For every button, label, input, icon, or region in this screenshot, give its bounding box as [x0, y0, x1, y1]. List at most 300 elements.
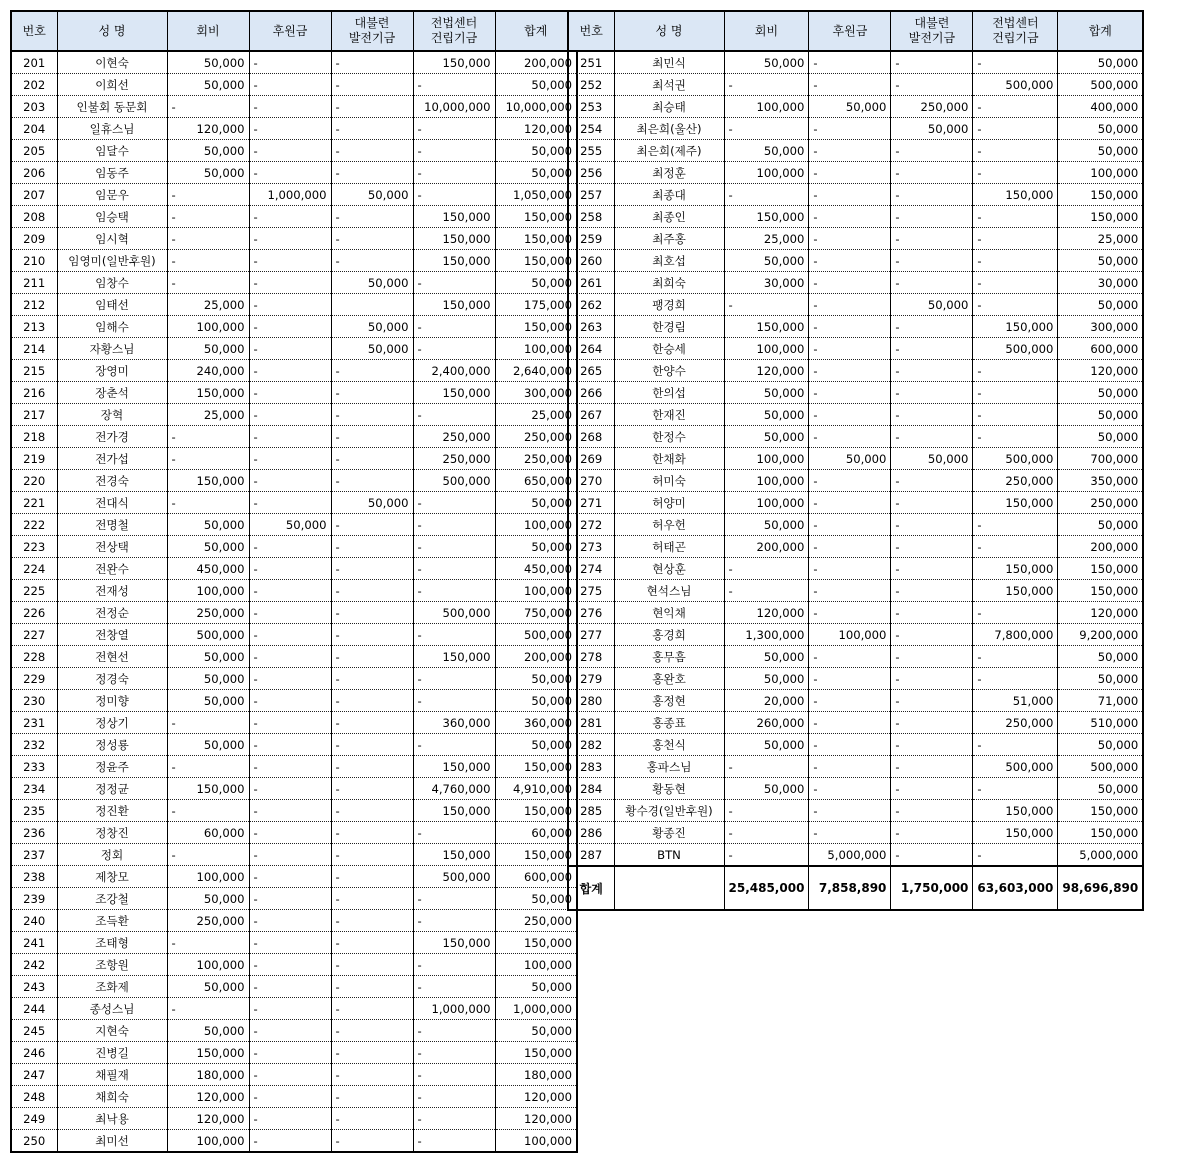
row-donation: -: [249, 426, 331, 448]
row-center-fund: 4,760,000: [413, 778, 495, 800]
row-center-fund: -: [973, 206, 1058, 228]
table-row: [568, 558, 1143, 580]
row-fee: -: [167, 206, 249, 228]
row-name: 허양미: [614, 492, 724, 514]
table-row: [11, 1108, 577, 1130]
row-name: 홍무흠: [614, 646, 724, 668]
row-dbr-fund: -: [891, 844, 973, 867]
row-no: 230: [11, 690, 57, 712]
row-name: 홍정현: [614, 690, 724, 712]
row-center-fund: -: [413, 492, 495, 514]
header-center-line1: 전법센터: [992, 16, 1039, 30]
row-total: 250,000: [1058, 492, 1143, 514]
row-no: 201: [11, 51, 57, 74]
row-name: 이희선: [57, 74, 167, 96]
table-row: [568, 426, 1143, 448]
row-total: 250,000: [495, 910, 577, 932]
row-total: 150,000: [495, 800, 577, 822]
row-total: 150,000: [495, 932, 577, 954]
row-fee: 50,000: [724, 404, 809, 426]
row-donation: -: [809, 206, 891, 228]
row-no: 231: [11, 712, 57, 734]
row-center-fund: -: [413, 338, 495, 360]
row-no: 250: [11, 1130, 57, 1153]
row-total: 450,000: [495, 558, 577, 580]
row-fee: 260,000: [724, 712, 809, 734]
row-no: 286: [568, 822, 614, 844]
row-fee: 250,000: [167, 602, 249, 624]
row-no: 266: [568, 382, 614, 404]
table-row: [568, 514, 1143, 536]
row-no: 237: [11, 844, 57, 866]
row-donation: -: [249, 954, 331, 976]
row-fee: -: [167, 184, 249, 206]
row-center-fund: -: [973, 646, 1058, 668]
row-name: 현석스님: [614, 580, 724, 602]
row-donation: -: [249, 734, 331, 756]
row-total: 360,000: [495, 712, 577, 734]
row-name: 한재진: [614, 404, 724, 426]
row-name: 최승태: [614, 96, 724, 118]
row-no: 276: [568, 602, 614, 624]
table-row: [11, 426, 577, 448]
table-row: [11, 316, 577, 338]
row-fee: 50,000: [167, 888, 249, 910]
row-donation: -: [249, 844, 331, 866]
table-row: [11, 294, 577, 316]
row-total: 50,000: [495, 976, 577, 998]
row-dbr-fund: -: [891, 800, 973, 822]
row-center-fund: 500,000: [973, 338, 1058, 360]
row-name: 임문우: [57, 184, 167, 206]
row-name: 최종대: [614, 184, 724, 206]
row-donation: -: [249, 162, 331, 184]
row-center-fund: -: [413, 1020, 495, 1042]
row-total: 250,000: [495, 426, 577, 448]
row-fee: -: [724, 844, 809, 867]
row-dbr-fund: -: [331, 932, 413, 954]
row-name: 황동현: [614, 778, 724, 800]
row-name: 황수경(일반후원): [614, 800, 724, 822]
header-dbr-line1: 대불련: [354, 16, 390, 30]
row-name: 임시혁: [57, 228, 167, 250]
row-dbr-fund: 250,000: [891, 96, 973, 118]
table-row: [11, 624, 577, 646]
row-fee: 150,000: [167, 470, 249, 492]
row-dbr-fund: -: [891, 228, 973, 250]
row-name: 홍종표: [614, 712, 724, 734]
table-row: [11, 536, 577, 558]
row-dbr-fund: -: [331, 756, 413, 778]
header-center-line1: 전법센터: [430, 16, 478, 30]
table-row: [11, 51, 577, 74]
row-total: 650,000: [495, 470, 577, 492]
row-fee: 250,000: [167, 910, 249, 932]
row-center-fund: -: [973, 382, 1058, 404]
row-name: 전완수: [57, 558, 167, 580]
row-total: 100,000: [1058, 162, 1143, 184]
row-dbr-fund: -: [891, 184, 973, 206]
row-fee: 50,000: [167, 162, 249, 184]
row-fee: 120,000: [167, 1108, 249, 1130]
total-label: 합계: [568, 866, 614, 910]
row-dbr-fund: 50,000: [331, 338, 413, 360]
table-row: [11, 272, 577, 294]
row-center-fund: -: [413, 668, 495, 690]
row-center-fund: 250,000: [413, 426, 495, 448]
row-donation: -: [249, 998, 331, 1020]
row-center-fund: -: [413, 822, 495, 844]
row-fee: 25,000: [167, 404, 249, 426]
row-center-fund: -: [413, 1086, 495, 1108]
row-name: 임승택: [57, 206, 167, 228]
row-center-fund: -: [413, 976, 495, 998]
row-fee: 100,000: [167, 866, 249, 888]
row-fee: 500,000: [167, 624, 249, 646]
row-dbr-fund: -: [331, 800, 413, 822]
row-name: 최낙용: [57, 1108, 167, 1130]
row-dbr-fund: 50,000: [331, 316, 413, 338]
row-donation: -: [249, 316, 331, 338]
row-name: 최은희(울산): [614, 118, 724, 140]
row-total: 300,000: [495, 382, 577, 404]
table-row: [11, 140, 577, 162]
row-center-fund: 2,400,000: [413, 360, 495, 382]
row-total: 60,000: [495, 822, 577, 844]
row-dbr-fund: 50,000: [891, 118, 973, 140]
row-no: 210: [11, 250, 57, 272]
row-fee: 150,000: [167, 382, 249, 404]
row-total: 100,000: [495, 514, 577, 536]
row-total: 71,000: [1058, 690, 1143, 712]
row-total: 500,000: [1058, 74, 1143, 96]
table-row: [11, 1064, 577, 1086]
row-no: 263: [568, 316, 614, 338]
row-fee: -: [167, 932, 249, 954]
row-name: 정창진: [57, 822, 167, 844]
row-no: 251: [568, 51, 614, 74]
row-no: 243: [11, 976, 57, 998]
row-donation: -: [249, 888, 331, 910]
row-no: 252: [568, 74, 614, 96]
row-fee: -: [167, 756, 249, 778]
row-no: 212: [11, 294, 57, 316]
row-donation: -: [809, 228, 891, 250]
row-dbr-fund: 50,000: [891, 448, 973, 470]
row-fee: 25,000: [724, 228, 809, 250]
row-donation: -: [249, 1020, 331, 1042]
row-donation: -: [809, 338, 891, 360]
row-name: 정상기: [57, 712, 167, 734]
row-center-fund: -: [413, 118, 495, 140]
row-dbr-fund: -: [891, 536, 973, 558]
row-total: 50,000: [495, 162, 577, 184]
row-center-fund: 10,000,000: [413, 96, 495, 118]
row-name: 황종진: [614, 822, 724, 844]
row-fee: 180,000: [167, 1064, 249, 1086]
row-no: 204: [11, 118, 57, 140]
row-total: 120,000: [495, 118, 577, 140]
row-dbr-fund: -: [891, 690, 973, 712]
row-center-fund: -: [973, 250, 1058, 272]
row-donation: -: [809, 404, 891, 426]
row-center-fund: 360,000: [413, 712, 495, 734]
row-no: 225: [11, 580, 57, 602]
row-total: 50,000: [495, 734, 577, 756]
row-total: 175,000: [495, 294, 577, 316]
header-total: 합계: [1058, 11, 1143, 51]
row-total: 50,000: [495, 690, 577, 712]
table-row: [11, 690, 577, 712]
row-fee: 200,000: [724, 536, 809, 558]
row-dbr-fund: -: [331, 74, 413, 96]
row-fee: 50,000: [167, 976, 249, 998]
row-center-fund: 500,000: [973, 448, 1058, 470]
row-fee: 150,000: [167, 1042, 249, 1064]
row-donation: -: [809, 800, 891, 822]
row-fee: -: [724, 74, 809, 96]
row-center-fund: -: [413, 558, 495, 580]
row-total: 600,000: [495, 866, 577, 888]
row-dbr-fund: -: [331, 404, 413, 426]
table-row: [11, 338, 577, 360]
row-name: 전경숙: [57, 470, 167, 492]
row-fee: -: [167, 96, 249, 118]
row-dbr-fund: -: [331, 822, 413, 844]
row-total: 100,000: [495, 954, 577, 976]
row-center-fund: -: [973, 844, 1058, 867]
row-center-fund: -: [413, 536, 495, 558]
total-fee: 25,485,000: [724, 866, 809, 910]
table-row: [568, 536, 1143, 558]
table-row: [568, 228, 1143, 250]
row-total: 250,000: [495, 448, 577, 470]
row-center-fund: -: [973, 360, 1058, 382]
row-center-fund: -: [973, 668, 1058, 690]
row-name: 임태선: [57, 294, 167, 316]
row-dbr-fund: -: [331, 712, 413, 734]
row-fee: 150,000: [724, 316, 809, 338]
row-dbr-fund: -: [891, 646, 973, 668]
table-row: [11, 206, 577, 228]
row-center-fund: -: [413, 690, 495, 712]
row-total: 50,000: [495, 74, 577, 96]
row-total: 4,910,000: [495, 778, 577, 800]
table-row: [11, 1086, 577, 1108]
row-name: 홍완호: [614, 668, 724, 690]
row-no: 261: [568, 272, 614, 294]
row-donation: -: [249, 822, 331, 844]
row-dbr-fund: -: [891, 140, 973, 162]
row-no: 228: [11, 646, 57, 668]
row-name: 조항원: [57, 954, 167, 976]
row-name: 정성룡: [57, 734, 167, 756]
row-center-fund: 500,000: [973, 756, 1058, 778]
row-donation: 1,000,000: [249, 184, 331, 206]
row-dbr-fund: -: [891, 206, 973, 228]
total-row: [568, 866, 1143, 910]
row-name: 임동주: [57, 162, 167, 184]
table-row: [568, 756, 1143, 778]
row-center-fund: -: [413, 1064, 495, 1086]
row-no: 246: [11, 1042, 57, 1064]
total-sum: 98,696,890: [1058, 866, 1143, 910]
row-no: 279: [568, 668, 614, 690]
row-name: 한채화: [614, 448, 724, 470]
row-fee: 60,000: [167, 822, 249, 844]
row-no: 223: [11, 536, 57, 558]
row-total: 50,000: [1058, 778, 1143, 800]
header-donation: 후원금: [809, 11, 891, 51]
row-dbr-fund: [331, 294, 413, 316]
table-row: [11, 96, 577, 118]
row-fee: 50,000: [167, 51, 249, 74]
row-dbr-fund: 50,000: [331, 272, 413, 294]
donation-table-right: [567, 10, 1144, 911]
table-row: [11, 360, 577, 382]
row-donation: -: [809, 734, 891, 756]
row-fee: 240,000: [167, 360, 249, 382]
row-fee: -: [167, 250, 249, 272]
row-no: 202: [11, 74, 57, 96]
row-dbr-fund: -: [891, 426, 973, 448]
row-no: 209: [11, 228, 57, 250]
row-donation: 50,000: [809, 96, 891, 118]
row-name: 지현숙: [57, 1020, 167, 1042]
table-row: [568, 316, 1143, 338]
row-donation: -: [249, 624, 331, 646]
table-row: [11, 668, 577, 690]
row-fee: 100,000: [167, 1130, 249, 1153]
row-no: 220: [11, 470, 57, 492]
row-total: 50,000: [1058, 250, 1143, 272]
table-row: [11, 382, 577, 404]
row-name: 전현선: [57, 646, 167, 668]
table-row: [568, 184, 1143, 206]
row-center-fund: -: [973, 140, 1058, 162]
row-no: 249: [11, 1108, 57, 1130]
row-name: 홍파스님: [614, 756, 724, 778]
row-center-fund: -: [413, 1042, 495, 1064]
table-row: [568, 404, 1143, 426]
row-center-fund: 150,000: [413, 932, 495, 954]
row-total: 100,000: [495, 1130, 577, 1153]
row-fee: 50,000: [167, 646, 249, 668]
row-total: 50,000: [1058, 514, 1143, 536]
row-name: 최주홍: [614, 228, 724, 250]
row-fee: -: [724, 118, 809, 140]
row-center-fund: -: [413, 74, 495, 96]
table-row: [568, 118, 1143, 140]
row-total: 50,000: [1058, 426, 1143, 448]
row-no: 248: [11, 1086, 57, 1108]
row-name: 전창열: [57, 624, 167, 646]
row-center-fund: 150,000: [413, 206, 495, 228]
row-total: 750,000: [495, 602, 577, 624]
row-center-fund: -: [973, 602, 1058, 624]
row-fee: 100,000: [167, 316, 249, 338]
row-name: 임해수: [57, 316, 167, 338]
row-name: 조득환: [57, 910, 167, 932]
row-donation: -: [249, 668, 331, 690]
row-center-fund: 250,000: [973, 712, 1058, 734]
row-center-fund: -: [413, 316, 495, 338]
row-name: 최종인: [614, 206, 724, 228]
row-total: 200,000: [1058, 536, 1143, 558]
row-total: 150,000: [495, 250, 577, 272]
table-row: [11, 646, 577, 668]
row-fee: -: [167, 492, 249, 514]
row-center-fund: -: [413, 140, 495, 162]
row-dbr-fund: -: [331, 668, 413, 690]
row-donation: -: [249, 536, 331, 558]
row-center-fund: 500,000: [413, 602, 495, 624]
row-total: 50,000: [495, 668, 577, 690]
row-name: 한경림: [614, 316, 724, 338]
row-total: 150,000: [1058, 558, 1143, 580]
row-center-fund: -: [413, 404, 495, 426]
row-center-fund: 150,000: [413, 844, 495, 866]
row-center-fund: -: [413, 734, 495, 756]
table-row: [568, 822, 1143, 844]
header-dbr-fund: [891, 11, 973, 51]
row-fee: 50,000: [724, 250, 809, 272]
table-row: [11, 162, 577, 184]
row-dbr-fund: -: [891, 514, 973, 536]
row-fee: -: [167, 800, 249, 822]
row-total: 100,000: [495, 580, 577, 602]
row-fee: 50,000: [167, 668, 249, 690]
total-dbr-fund: 1,750,000: [891, 866, 973, 910]
donation-table-left: [10, 10, 578, 1153]
row-dbr-fund: -: [891, 51, 973, 74]
row-no: 287: [568, 844, 614, 867]
row-fee: 20,000: [724, 690, 809, 712]
row-center-fund: 150,000: [413, 228, 495, 250]
row-no: 282: [568, 734, 614, 756]
header-fee: 회비: [724, 11, 809, 51]
row-name: 정정균: [57, 778, 167, 800]
row-donation: -: [809, 756, 891, 778]
row-name: 한양수: [614, 360, 724, 382]
header-total: 합계: [495, 11, 577, 51]
row-name: 장혁: [57, 404, 167, 426]
row-name: 최호섭: [614, 250, 724, 272]
row-dbr-fund: -: [331, 470, 413, 492]
row-donation: -: [809, 294, 891, 316]
row-center-fund: -: [413, 1108, 495, 1130]
table-row: [568, 51, 1143, 74]
row-dbr-fund: 50,000: [331, 492, 413, 514]
row-no: 245: [11, 1020, 57, 1042]
row-donation: -: [249, 492, 331, 514]
row-total: 120,000: [495, 1108, 577, 1130]
row-dbr-fund: -: [331, 954, 413, 976]
row-center-fund: 150,000: [413, 51, 495, 74]
row-no: 205: [11, 140, 57, 162]
row-fee: -: [167, 228, 249, 250]
row-fee: 100,000: [724, 96, 809, 118]
row-total: 500,000: [1058, 756, 1143, 778]
row-donation: -: [249, 140, 331, 162]
table-row: [568, 492, 1143, 514]
row-center-fund: -: [973, 778, 1058, 800]
row-no: 270: [568, 470, 614, 492]
row-donation: -: [249, 646, 331, 668]
row-fee: 50,000: [724, 734, 809, 756]
header-center-line2: 건립기금: [992, 31, 1039, 45]
row-fee: 100,000: [724, 470, 809, 492]
